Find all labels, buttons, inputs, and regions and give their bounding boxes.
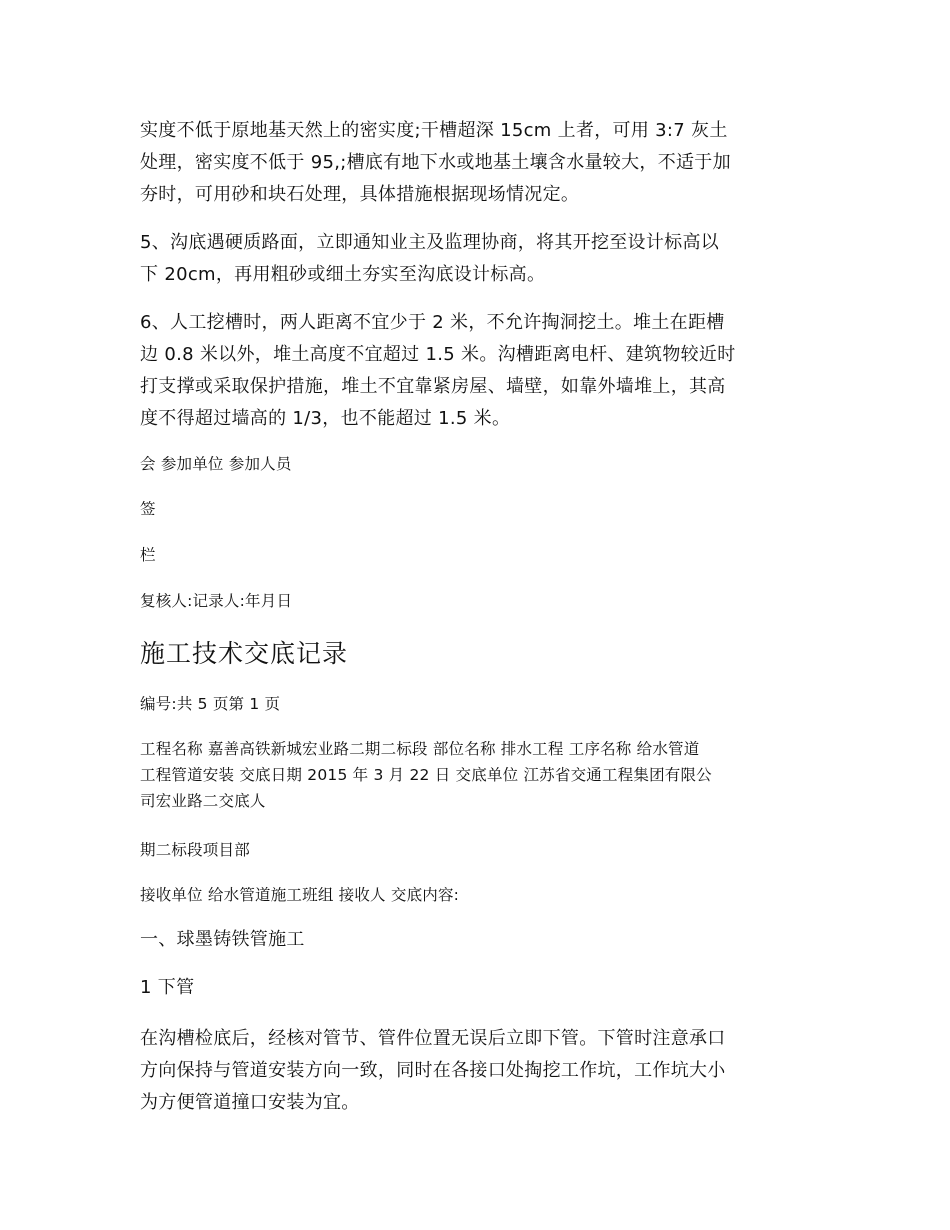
reviewer-text: 复核人:记录人:年月日	[140, 592, 293, 610]
sign-char-2	[140, 542, 812, 568]
paragraph-item-6	[140, 307, 812, 435]
text-line: 5、沟底遇硬质路面，立即通知业主及监理协商，将其开挖至设计标高以	[140, 232, 720, 253]
text-line: 打支撑或采取保护措施，堆土不宜靠紧房屋、墙壁，如靠外墙堆上，其高	[140, 376, 726, 397]
text-line: 司宏业路二交底人	[140, 792, 266, 810]
paragraph-trench-treatment	[140, 115, 812, 211]
serial-line	[140, 691, 812, 717]
sign-char-text: 签	[140, 500, 156, 518]
project-info	[140, 736, 812, 814]
text-line: 度不得超过墙高的 1/3，也不能超过 1.5 米。	[140, 408, 511, 429]
text-line: 下 20cm，再用粗砂或细土夯实至沟底设计标高。	[140, 264, 546, 285]
text-line: 方向保持与管道安装方向一致，同时在各接口处掏挖工作坑，工作坑大小	[140, 1060, 726, 1081]
receiver-text: 接收单位 给水管道施工班组 接收人 交底内容:	[140, 886, 460, 904]
subsection-heading-text: 1 下管	[140, 977, 195, 998]
reviewer-line	[140, 588, 812, 614]
paragraph-item-5	[140, 227, 812, 291]
text-line: 为方便管道撞口安装为宜。	[140, 1092, 360, 1113]
serial-text: 编号:共 5 页第 1 页	[140, 695, 281, 713]
section-heading	[140, 924, 812, 956]
sign-row-text: 会 参加单位 参加人员	[140, 455, 292, 473]
text-line: 边 0.8 米以外，堆土高度不宜超过 1.5 米。沟槽距离电杆、建筑物较近时	[140, 344, 736, 365]
receiver-line	[140, 882, 812, 908]
project-dept	[140, 837, 812, 863]
text-line: 工程管道安装 交底日期 2015 年 3 月 22 日 交底单位 江苏省交通工程集团有限公	[140, 766, 712, 784]
sign-row	[140, 451, 812, 477]
section-heading-text: 一、球墨铸铁管施工	[140, 929, 305, 950]
record-title	[140, 637, 812, 671]
text-line: 6、人工挖槽时，两人距离不宜少于 2 米，不允许掏洞挖土。堆土在距槽	[140, 312, 725, 333]
text-line: 工程名称 嘉善高铁新城宏业路二期二标段 部位名称 排水工程 工序名称 给水管道	[140, 740, 700, 758]
text-line: 在沟槽检底后，经核对管节、管件位置无误后立即下管。下管时注意承口	[140, 1028, 726, 1049]
sign-char-text: 栏	[140, 546, 156, 564]
sign-char-1	[140, 496, 812, 522]
paragraph-pipe-lowering	[140, 1023, 812, 1119]
subsection-heading	[140, 972, 812, 1004]
text-line: 实度不低于原地基天然上的密实度;干槽超深 15cm 上者，可用 3:7 灰土	[140, 120, 728, 141]
project-dept-text: 期二标段项目部	[140, 841, 250, 859]
text-line: 夯时，可用砂和块石处理，具体措施根据现场情况定。	[140, 184, 580, 205]
record-title-text: 施工技术交底记录	[140, 639, 349, 668]
text-line: 处理，密实度不低于 95,;槽底有地下水或地基土壤含水量较大，不适于加	[140, 152, 731, 173]
